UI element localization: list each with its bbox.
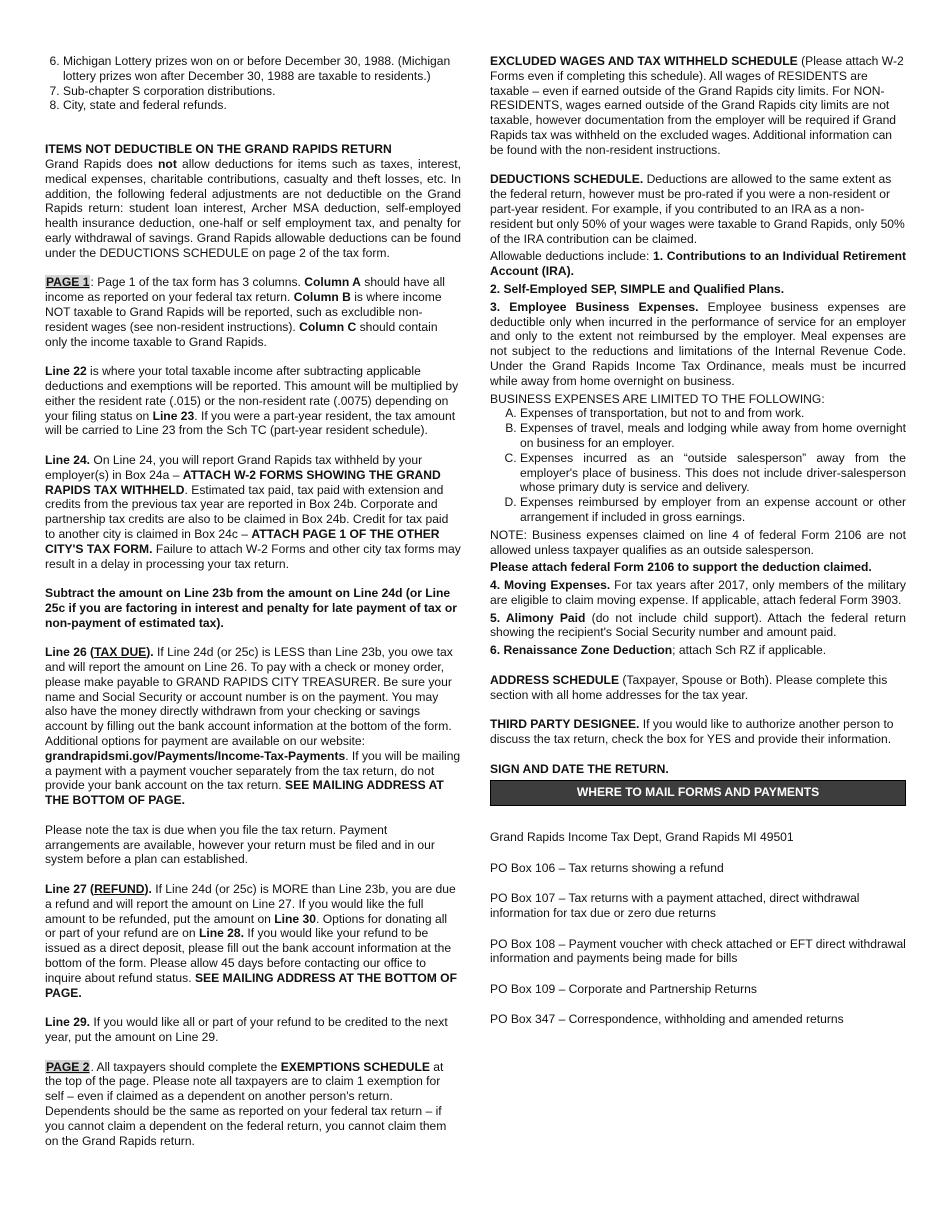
moving-expenses: 4. Moving Expenses. For tax years after 2017, only members of the military are eligible to claim moving expense. If applicable, attach federal Form 3903.: [490, 578, 906, 607]
attach-2106-note: Please attach federal Form 2106 to support the deduction claimed.: [490, 560, 872, 575]
mailing-address: PO Box 108 – Payment voucher with check attached or EFT direct withdrawal information and payments being made for bills: [490, 936, 906, 966]
left-column: [45, 54, 461, 1148]
list-item: D. Expenses reimbursed by employer from an expense account or other arrangement if included in gross earnings.: [520, 495, 906, 525]
subtract-paragraph: Subtract the amount on Line 23b from the amount on Line 24d (or Line 25c if you are factoring in interest and penalty for late payment of tax or non-payment of estimated tax).: [45, 586, 457, 630]
limited-heading: BUSINESS EXPENSES ARE LIMITED TO THE FOLLOWING:: [490, 391, 825, 406]
not-deductible-paragraph: Grand Rapids does not allow deductions for items such as taxes, interest, medical expenses, charitable contributions, casualty and theft losses, etc. In addition, the following federal adjustments are not deductible on the Grand Rapids return: student loan interest, Archer MSA deduction, self-employed health insurance deduction, one-half or self employment tax, and penalty for early withdrawal of savings. Grand Rapids allowable deductions can be found under the DEDUCTIONS SCHEDULE on page 2 of the tax form.: [45, 156, 462, 260]
taxable-income-list: [45, 54, 461, 113]
sep-deduction: 2. Self-Employed SEP, SIMPLE and Qualified Plans.: [490, 281, 785, 296]
page1-tag: PAGE 1: [46, 275, 90, 290]
address-schedule: ADDRESS SCHEDULE (Taxpayer, Spouse or Both). Please complete this section with all home addresses for the tax year.: [490, 672, 888, 702]
third-party-designee: THIRD PARTY DESIGNEE. If you would like to authorize another person to discuss the tax return, check the box for YES and provide their information.: [490, 717, 894, 747]
list-item: A. Expenses of transportation, but not to and from work.: [520, 406, 906, 421]
line22-paragraph: Line 22 is where your total taxable income after subtracting applicable deductions and exemptions will be reported. This amount will be multiplied by either the resident rate (.015) or the non-resident rate (.0075) depending on your filing status on Line 23. If you were a part-year resident, the tax amount will be carried to Line 23 from the Sch TC (part-year resident schedule).: [45, 364, 459, 438]
mailing-address: PO Box 347 – Correspondence, withholding and amended returns: [490, 1012, 844, 1027]
line27-paragraph: Line 27 (REFUND). If Line 24d (or 25c) is MORE than Line 23b, you are due a refund and will report the amount on Line 27. If you would like the full amount to be refunded, put the amount on Line 30. Options for donating all or part of your refund are on Line 28. If you would like your refund to be issued as a direct deposit, please fill out the bank account information at the bottom of the form. Please allow 45 days before contacting our office to inquire about refund status. SEE MAILING ADDRESS AT THE BOTTOM OF PAGE.: [45, 882, 457, 1000]
deductions-paragraph: DEDUCTIONS SCHEDULE. Deductions are allowed to the same extent as the federal return, however must be pro-rated if you were a non-resident or part-year resident. For example, if you contributed to an IRA as a non-resident but only 50% of your wages were taxable to Grand Rapids, only 50% of the IRA contribution can be claimed.: [490, 172, 905, 246]
payment-website: grandrapidsmi.gov/Payments/Income-Tax-Payments: [45, 748, 346, 763]
page2-paragraph: PAGE 2. All taxpayers should complete the EXEMPTIONS SCHEDULE at the top of the page. Please note all taxpayers are to claim 1 exemption for self – even if claimed as a dependent on another person's return. Dependents should be the same as reported on your federal tax return – if you cannot claim a dependent on the federal return, you cannot claim them on the Grand Rapids return.: [45, 1059, 447, 1148]
alimony-paid: 5. Alimony Paid (do not include child support). Attach the federal return showing the recipient's Social Security number and amount paid.: [490, 610, 906, 640]
mailing-address: PO Box 109 – Corporate and Partnership Returns: [490, 981, 757, 996]
excluded-wages-paragraph: EXCLUDED WAGES AND TAX WITHHELD SCHEDULE (Please attach W-2 Forms even if completing this schedule). All wages of RESIDENTS are taxable – even if earned outside of the Grand Rapids city limits. For NON-RESIDENTS, wages earned outside of the Grand Rapids city limits are not taxable, however documentation from the employer will be required if Grand Rapids tax was withheld on the excluded wages. Additional information can be found with the non-resident instructions.: [490, 54, 904, 157]
not-deductible-heading: ITEMS NOT DEDUCTIBLE ON THE GRAND RAPIDS RETURN: [45, 142, 392, 157]
list-item: C. Expenses incurred as an “outside salesperson” away from the employer's place of business. This does not include driver-salesperson whose primary duty is service and delivery.: [520, 451, 906, 495]
list-item: 8. City, state and federal refunds.: [63, 98, 461, 113]
line26-paragraph: Line 26 (TAX DUE). If Line 24d (or 25c) is LESS than Line 23b, you owe tax and will report the amount on Line 26. To pay with a check or money order, please make payable to GRAND RAPIDS CITY TREASURER. Be sure your name and Social Security or account number is on the payment. You may also have the money directly withdrawn from your checking or savings account by filling out the bank account information at the bottom of the form. Additional options for payment are available on our website: grandrapidsmi.gov/Payments/Income-Tax-Payments. If you will be mailing a payment with a payment voucher separately from the tax return, do not provide your bank account on the tax return. SEE MAILING ADDRESS AT THE BOTTOM OF PAGE.: [45, 645, 461, 808]
employee-expenses-paragraph: 3. Employee Business Expenses. Employee business expenses are deductible only when incurred in the performance of service for an employer and only to the extent not reimbursed by the employer. Meal expenses are not subject to the reductions and limitations of the Internal Revenue Code. Under the Grand Rapids Income Tax Ordinance, meals must be incurred while away from home overnight on business.: [490, 299, 907, 388]
list-item: 7. Sub-chapter S corporation distributions.: [63, 84, 461, 99]
line24-paragraph: Line 24. On Line 24, you will report Grand Rapids tax withheld by your employer(s) in Box 24a – ATTACH W-2 FORMS SHOWING THE GRAND RAPIDS TAX WITHHELD. Estimated tax paid, tax paid with extension and credits from the previous tax year are reported in Box 24b. Corporate and partnership tax credits are also to be claimed in Box 24b. Credit for tax paid to another city is claimed in Box 24c – ATTACH PAGE 1 OF THE OTHER CITY'S TAX FORM. Failure to attach W-2 Forms and other city tax forms may result in a delay in processing your tax return.: [45, 452, 461, 571]
page1-paragraph: PAGE 1: Page 1 of the tax form has 3 columns. Column A should have all income as reported on your federal tax return. Column B is where income NOT taxable to Grand Rapids will be reported, such as excludible non-resident wages (see non-resident instructions). Column C should contain only the income taxable to Grand Rapids.: [45, 275, 445, 349]
sign-and-date: SIGN AND DATE THE RETURN.: [490, 761, 669, 776]
business-expense-note: NOTE: Business expenses claimed on line 4 of federal Form 2106 are not allowed unless taxpayer qualifies as an outside salesperson.: [490, 527, 906, 557]
mailing-banner: WHERE TO MAIL FORMS AND PAYMENTS: [490, 780, 906, 806]
mailing-address: PO Box 107 – Tax returns with a payment attached, direct withdrawal information for tax due or zero due returns: [490, 891, 860, 921]
page2-tag: PAGE 2: [46, 1059, 90, 1074]
list-item: B. Expenses of travel, meals and lodging while away from home overnight on business for an employer.: [520, 421, 906, 451]
tax-due-note: Please note the tax is due when you file the tax return. Payment arrangements are available, however your return must be filed and in our system before a plan can established.: [45, 822, 435, 867]
business-expenses-list: [490, 406, 906, 524]
renaissance-zone: 6. Renaissance Zone Deduction; attach Sch RZ if applicable.: [490, 643, 827, 658]
allowable-deductions: Allowable deductions include: 1. Contributions to an Individual Retirement Account (IRA).: [490, 249, 906, 279]
list-item: 6. Michigan Lottery prizes won on or before December 30, 1988. (Michigan lottery prizes won after December 30, 1988 are taxable to residents.): [63, 54, 461, 84]
line29-paragraph: Line 29. If you would like all or part of your refund to be credited to the next year, put the amount on Line 29.: [45, 1015, 448, 1044]
mailing-address: PO Box 106 – Tax returns showing a refund: [490, 860, 724, 875]
mailing-address: Grand Rapids Income Tax Dept, Grand Rapids MI 49501: [490, 830, 794, 845]
mailing-addresses: [490, 830, 906, 1027]
right-column: [490, 54, 906, 1027]
